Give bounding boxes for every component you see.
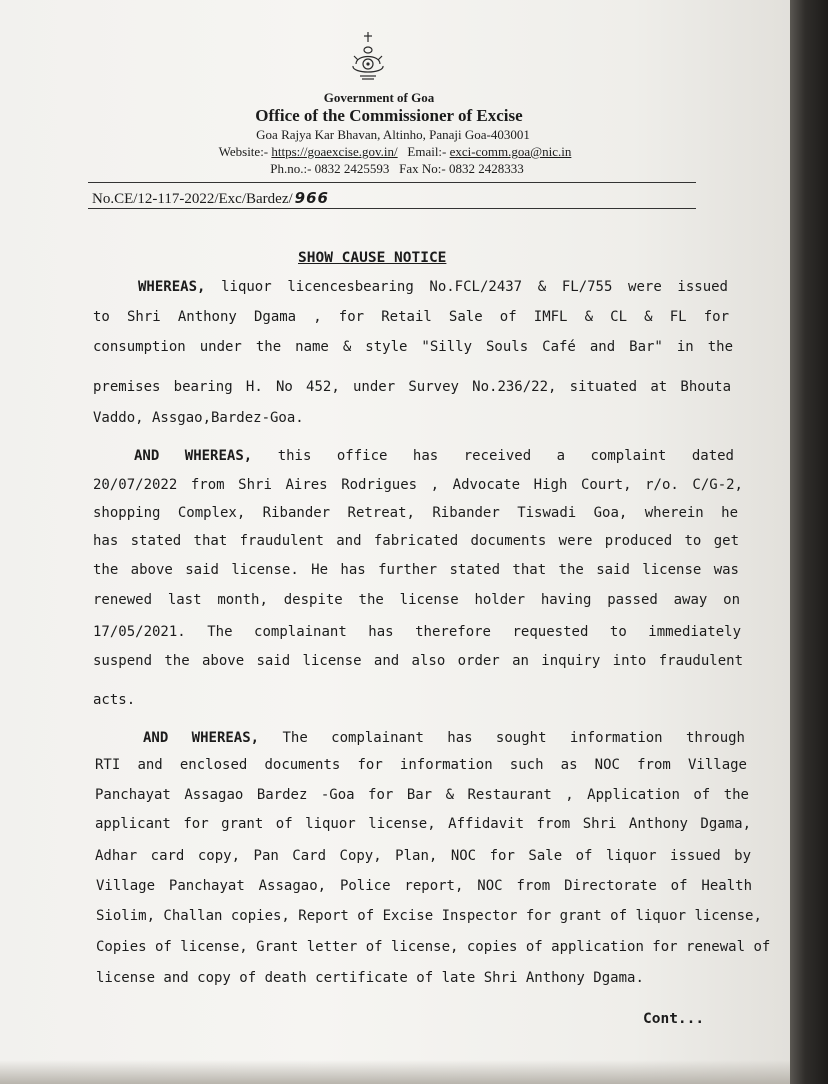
paragraph-2-line-7: 17/05/2021. The complainant has therefore requested to immediately	[93, 624, 741, 640]
reference-number	[92, 189, 329, 208]
government-name: Government of Goa	[323, 90, 435, 105]
handwritten-number: 966	[294, 189, 329, 207]
paragraph-2-line-2: 20/07/2022 from Shri Aires Rodrigues , Advocate High Court, r/o. C/G-2,	[93, 477, 743, 493]
phone-number: Ph.no.:- 0832 2425593	[270, 161, 390, 176]
scan-edge-shadow	[790, 0, 828, 1084]
continued-marker: Cont...	[643, 1011, 705, 1027]
fax-number: Fax No:- 0832 2428333	[399, 161, 524, 176]
paragraph-1-lead: WHEREAS,	[138, 279, 206, 295]
office-name: Office of the Commissioner of Excise	[255, 106, 523, 125]
paragraph-3-line-8: Copies of license, Grant letter of license, copies of application for renewal of	[96, 939, 771, 955]
paragraph-1-line-5: Vaddo, Assgao,Bardez-Goa.	[93, 410, 304, 426]
paragraph-2-line-1: AND WHEREAS, this office has received a complaint dated	[134, 448, 734, 464]
office-address: Goa Rajya Kar Bhavan, Altinho, Panaji Goa-403001	[256, 127, 530, 142]
scan-bottom-shadow	[0, 1060, 790, 1084]
paragraph-3-line-4: applicant for grant of liquor license, Affidavit from Shri Anthony Dgama,	[95, 816, 751, 832]
paragraph-2-line-5: the above said license. He has further stated that the said license was	[93, 562, 739, 578]
header-rule-top	[88, 182, 696, 183]
contact-line-web-email	[0, 144, 790, 160]
contact-line-phone-fax	[2, 161, 792, 177]
paragraph-3-lead: AND WHEREAS,	[143, 730, 260, 746]
paragraph-1-line-3: consumption under the name & style "Silly Souls Café and Bar" in the	[93, 339, 733, 355]
reference-text: No.CE/12-117-2022/Exc/Bardez/	[92, 191, 293, 207]
email-label: Email:-	[407, 144, 447, 159]
goa-emblem-icon	[348, 30, 388, 82]
paragraph-1-line-4: premises bearing H. No 452, under Survey No.236/22, situated at Bhouta	[93, 379, 731, 395]
paragraph-3-line-7: Siolim, Challan copies, Report of Excise Inspector for grant of liquor license,	[96, 908, 762, 924]
paragraph-3-line-5: Adhar card copy, Pan Card Copy, Plan, NOC for Sale of liquor issued by	[95, 848, 751, 864]
paragraph-1-line-1: WHEREAS, liquor licencesbearing No.FCL/2437 & FL/755 were issued	[138, 279, 728, 295]
website-link[interactable]: https://goaexcise.gov.in/	[271, 144, 398, 159]
paragraph-2-line-6: renewed last month, despite the license holder having passed away on	[93, 592, 740, 608]
email-link[interactable]: exci-comm.goa@nic.in	[449, 144, 572, 159]
paragraph-2-lead: AND WHEREAS,	[134, 448, 253, 464]
header-rule-bottom	[88, 208, 696, 209]
paragraph-3-line-2: RTI and enclosed documents for information such as NOC from Village	[95, 757, 747, 773]
notice-title: SHOW CAUSE NOTICE	[298, 250, 447, 266]
paragraph-2-line-4: has stated that fraudulent and fabricated documents were produced to get	[93, 533, 739, 549]
paragraph-2-line-9: acts.	[93, 692, 136, 708]
paragraph-3-line-6: Village Panchayat Assagao, Police report, NOC from Directorate of Health	[96, 878, 752, 894]
paragraph-2-line-3: shopping Complex, Ribander Retreat, Ribander Tiswadi Goa, wherein he	[93, 505, 738, 521]
paragraph-3-line-9: license and copy of death certificate of late Shri Anthony Dgama.	[96, 970, 644, 986]
paragraph-1-line-2: to Shri Anthony Dgama , for Retail Sale of IMFL & CL & FL for	[93, 309, 729, 325]
paragraph-3-line-1: AND WHEREAS, The complainant has sought information through	[143, 730, 745, 746]
paragraph-3-line-3: Panchayat Assagao Bardez -Goa for Bar & Restaurant , Application of the	[95, 787, 749, 803]
paragraph-2-line-8: suspend the above said license and also order an inquiry into fraudulent	[93, 653, 743, 669]
website-label: Website:-	[218, 144, 269, 159]
